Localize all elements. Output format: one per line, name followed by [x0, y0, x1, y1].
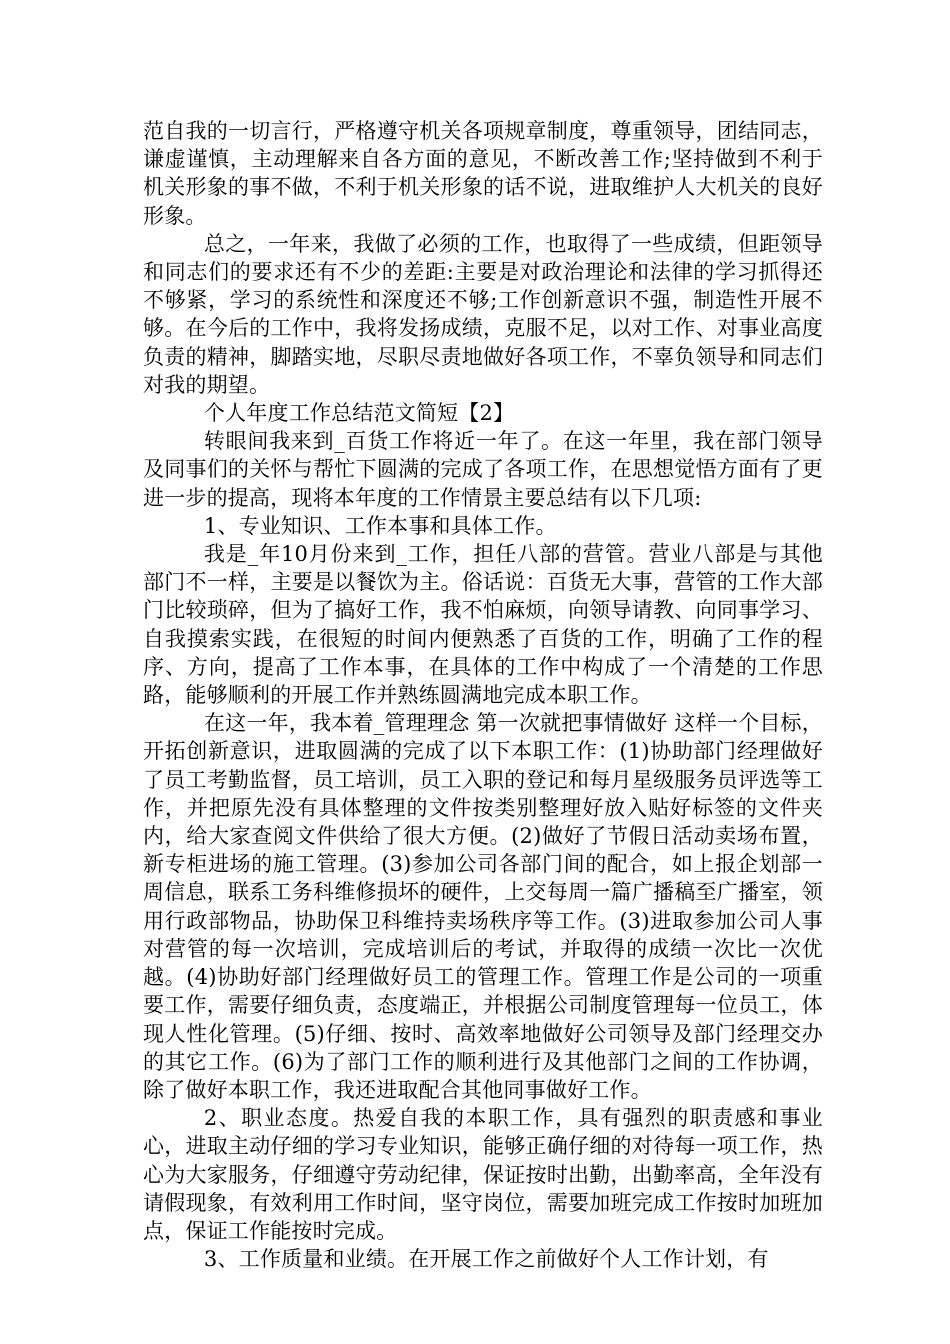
paragraph-duties: 在这一年，我本着_管理理念 第一次就把事情做好 这样一个目标，开拓创新意识，进取圆满的完成了以下本职工作：(1)协助部门经理做好了员工考勤监督，员工培训，员工入职的登记和每月星级服务员评选等工作，并把原先没有具体整理的文件按类别整理好放入贴好标签的文件夹内，给大家查阅文件供给了很大方便。(2)做好了节假日活动卖场布置，新专柜进场的施工管理。(3)参加公司各部门间的配合，如上报企划部一周信息，联系工务科维修损坏的硬件，上交每周一篇广播稿至广播室，领用行政部物品，协助保卫科维持卖场秩序等工作。(3)进取参加公司人事对营管的每一次培训，完成培训后的考试，并取得的成绩一次比一次优越。(4)协助好部门经理做好员工的管理工作。管理工作是公司的一项重要工作，需要仔细负责，态度端正，并根据公司制度管理每一位员工，体现人性化管理。(5)仔细、按时、高效率地做好公司领导及部门经理交办的其它工作。(6)为了部门工作的顺利进行及其他部门之间的工作协调，除了做好本职工作，我还进取配合其他同事做好工作。	[143, 711, 823, 1102]
paragraph-continuation: 范自我的一切言行，严格遵守机关各项规章制度，尊重领导，团结同志，谦虚谨慎，主动理解来自各方面的意见，不断改善工作;坚持做到不利于机关形象的事不做，不利于机关形象的话不说，进取维护人大机关的良好形象。	[143, 119, 823, 228]
document-page	[143, 117, 823, 1273]
list-heading-1: 1、专业知识、工作本事和具体工作。	[203, 513, 557, 538]
paragraph-intro: 转眼间我来到_百货工作将近一年了。在这一年里，我在部门领导及同事们的关怀与帮忙下圆满的完成了各项工作，在思想觉悟方面有了更进一步的提高，现将本年度的工作情景主要总结有以下几项:	[143, 429, 823, 510]
paragraph-work-details: 我是_年10月份来到_工作，担任八部的营管。营业八部是与其他部门不一样，主要是以餐饮为主。俗话说：百货无大事，营管的工作大部门比较琐碎，但为了搞好工作，我不怕麻烦，向领导请教、向同事学习、自我摸索实践，在很短的时间内便熟悉了百货的工作，明确了工作的程序、方向，提高了工作本事，在具体的工作中构成了一个清楚的工作思路，能够顺利的开展工作并熟练圆满地完成本职工作。	[143, 542, 823, 708]
paragraph-summary: 总之，一年来，我做了必须的工作，也取得了一些成绩，但距领导和同志们的要求还有不少的差距:主要是对政治理论和法律的学习抓得还不够紧，学习的系统性和深度还不够;工作创新意识不强，制造性开展不够。在今后的工作中，我将发扬成绩，克服不足，以对工作、对事业高度负责的精神，脚踏实地，尽职尽责地做好各项工作，不辜负领导和同志们对我的期望。	[143, 231, 823, 397]
paragraph-attitude: 2、职业态度。热爱自我的本职工作，具有强烈的职责感和事业心，进取主动仔细的学习专业知识，能够正确仔细的对待每一项工作，热心为大家服务，仔细遵守劳动纪律，保证按时出勤，出勤率高，全年没有请假现象，有效利用工作时间，坚守岗位，需要加班完成工作按时加班加点，保证工作能按时完成。	[143, 1106, 823, 1243]
paragraph-quality: 3、工作质量和业绩。在开展工作之前做好个人工作计划，有	[203, 1247, 769, 1272]
section-heading: 个人年度工作总结范文简短【2】	[203, 401, 515, 426]
